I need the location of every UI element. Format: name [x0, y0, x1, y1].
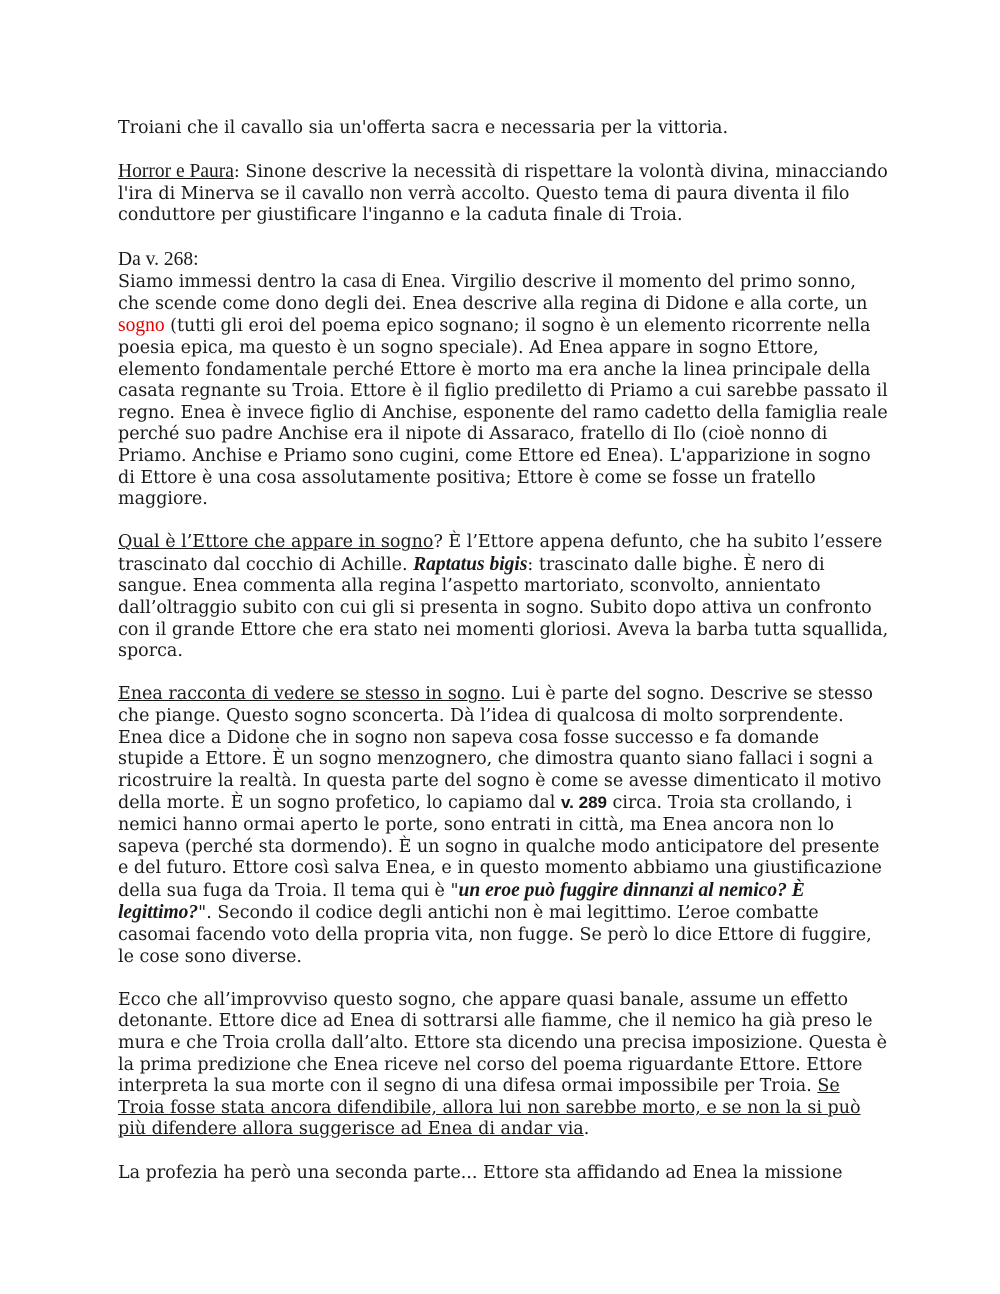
- text-run: .: [583, 1119, 590, 1140]
- question-eroe-fuggire: un eroe può fuggire dinnanzi al nemico? È legittimo?: [118, 879, 805, 924]
- paragraph-intro-text: Troiani che il cavallo sia un'offerta sacra e necessaria per la vittoria.: [118, 118, 729, 138]
- text-run: Siamo immessi dentro la: [118, 272, 343, 293]
- text-run: ". Secondo il codice degli antichi non è mai legittimo. L’eroe combatte casomai facendo voto della propria vita, non fugge. Se però lo dice Ettore di fuggire, le cose sono diverse.: [118, 903, 872, 967]
- term-casa-di-enea: casa di Enea: [342, 271, 441, 293]
- paragraph-spacer: [118, 140, 890, 162]
- text-run: Ecco che all’improvviso questo sogno, che appare quasi banale, assume un effetto detonante. Ettore dice ad Enea di sottrarsi alle fiamme, che il nemico ha già preso le mura e che Troia crolla dall’alto. Ettore sta dicendo una precisa imposizione. Questa è la prima predizione che Enea riceve nel corso del poema riguardante Ettore. Ettore interpreta la sua morte con il segno di una difesa ormai impossibile per Troia.: [118, 989, 887, 1097]
- text-run: : trascinato dalle bighe. È nero di sangue. Enea commenta alla regina l’aspetto martoriato, sconvolto, annientato dall’oltraggio subito con cui gli si presenta in sogno. Subito dopo attiva un confronto con il grande Ettore che era stato nei momenti gloriosi. Aveva la barba tutta squallida, sporca.: [118, 554, 889, 662]
- paragraph-detonante: [118, 990, 890, 1141]
- underlined-troia-difendibile: Se Troia fosse stata ancora difendibile, allora lui non sarebbe morto, e se non la si può più difendere allora suggerisce ad Enea di andar via: [118, 1076, 861, 1140]
- paragraph-enea-sogno: [118, 684, 890, 968]
- term-sogno: sogno: [118, 315, 165, 337]
- lead-enea-racconta: Enea racconta di vedere se stesso in sogno: [118, 684, 501, 705]
- paragraph-intro: [118, 118, 890, 140]
- text-run: (tutti gli eroi del poema epico sognano; il sogno è un elemento ricorrente nella poesia epica, ma questo è un sogno speciale). Ad Enea appare in sogno Ettore, elemento fondamentale perché Ettore è morto ma era anche la linea principale della casata regnante su Troia. Ettore è il figlio prediletto di Priamo a cui sarebbe passato il regno. Enea è invece figlio di Anchise, esponente del ramo cadetto della famiglia reale perché suo padre Anchise era il nipote di Assaraco, fratello di Ilo (cioè nonno di Priamo. Anchise e Priamo sono cugini, come Ettore ed Enea). L'apparizione in sogno di Ettore è una cosa assolutamente positiva; Ettore è come se fosse un fratello maggiore.: [118, 316, 888, 510]
- document-page: [118, 118, 890, 1184]
- paragraph-spacer: [118, 511, 890, 533]
- paragraph-ettore: [118, 532, 890, 663]
- paragraph-spacer: [118, 968, 890, 990]
- paragraph-horror-text: : Sinone descrive la necessità di rispettare la volontà divina, minacciando l'ira di Minerva se il cavallo non verrà accolto. Questo tema di paura diventa il filo conduttore per giustificare l'inganno e la caduta finale di Troia.: [118, 162, 888, 226]
- term-horror-e-paura: Horror e Paura: [118, 161, 234, 183]
- paragraph-spacer: [118, 663, 890, 685]
- text-run: ? È l’Ettore appena defunto, che ha subito l’essere trascinato dal cocchio di Achille.: [118, 532, 883, 575]
- latin-raptatus-bigis: Raptatus bigis: [413, 553, 528, 575]
- paragraph-horror: [118, 161, 890, 227]
- paragraph-profezia: [118, 1163, 890, 1185]
- paragraph-spacer: [118, 227, 890, 249]
- verse-reference: v. 289: [560, 793, 607, 813]
- section-heading-text: Da v. 268:: [118, 248, 199, 270]
- section-heading: [118, 249, 890, 272]
- text-run: circa. Troia sta crollando, i nemici hanno ormai aperto le porte, sono entrati in città, ma Enea ancora non lo sapeva (perché sta dormendo). È un sogno in qualche modo anticipatore del presente e del futuro. Ettore così salva Enea, e in questo momento abbiamo una giustificazione della sua fuga da Troia. Il tema qui è ": [118, 793, 882, 901]
- text-run: . Virgilio descrive il momento del primo sonno, che scende come dono degli dei. Enea descrive alla regina di Didone e alla corte, un: [118, 272, 868, 314]
- text-run: . Lui è parte del sogno. Descrive se stesso che piange. Questo sogno sconcerta. Dà l’idea di qualcosa di molto sorprendente. Enea dice a Didone che in sogno non sapeva cosa fosse successo e fa domande stupide a Ettore. È un sogno menzognero, che dimostra quanto siano fallaci i sogni a ricostruire la realtà. In questa parte del sogno è come se avesse dimenticato il motivo della morte. È un sogno profetico, lo capiamo dal: [118, 684, 882, 814]
- question-ettore: Qual è l’Ettore che appare in sogno: [118, 532, 434, 553]
- paragraph-profezia-text: La profezia ha però una seconda parte... Ettore sta affidando ad Enea la missione: [118, 1162, 843, 1183]
- paragraph-casa-enea: [118, 271, 890, 511]
- paragraph-spacer: [118, 1141, 890, 1163]
